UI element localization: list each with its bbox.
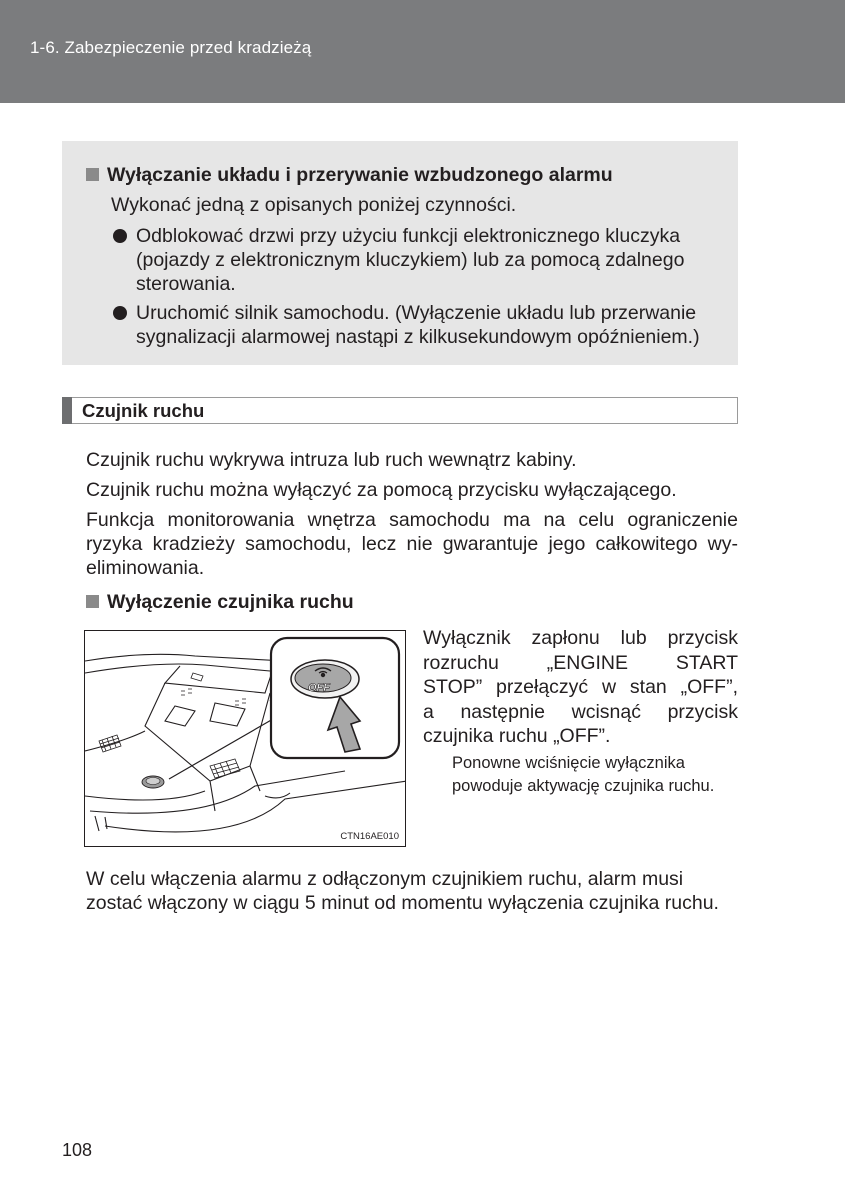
- instruction-note: [452, 752, 742, 798]
- round-bullet-icon: [113, 229, 127, 243]
- instruction-line: a następnie wcisnąć przycisk: [423, 700, 738, 723]
- paragraph: Czujnik ruchu wykrywa intruza lub ruch wewnątrz kabiny.: [86, 449, 577, 471]
- instruction-line: rozruchu „ENGINE START: [423, 651, 738, 674]
- page-number: 108: [62, 1140, 93, 1160]
- bullet-item: [111, 224, 721, 296]
- round-bullet-icon: [113, 306, 127, 320]
- paragraph-line: W celu włączenia alarmu z odłączonym czujnikiem ruchu, alarm musi: [86, 868, 684, 890]
- box-title: Wyłączanie układu i przerywanie wzbudzonego alarmu: [86, 164, 613, 187]
- section-heading-bar: [62, 397, 738, 424]
- closing-paragraph: [86, 867, 738, 915]
- paragraph-line: zostać włączony w ciągu 5 minut od momentu wyłączenia czujnika ruchu.: [86, 892, 719, 914]
- bullet-item: [111, 301, 721, 349]
- bullet-line: Uruchomić silnik samochodu. (Wyłączenie układu lub przerwanie: [136, 302, 697, 324]
- note-line: Ponowne wciśnięcie wyłącznika: [452, 754, 685, 772]
- box-lead-text: Wykonać jedną z opisanych poniżej czynności.: [111, 194, 517, 216]
- subsection-title: Wyłączenie czujnika ruchu: [86, 591, 354, 614]
- paragraph-line: ryzyka kradzieży samochodu, lecz nie gwarantuje jego całkowitego wy-: [86, 533, 738, 555]
- bullet-line: (pojazdy z elektronicznym kluczykiem) lub za pomocą zdalnego: [136, 249, 685, 271]
- section-title: Czujnik ruchu: [82, 400, 205, 421]
- section-breadcrumb: 1-6. Zabezpieczenie przed kradzieżą: [30, 38, 312, 57]
- instruction-line: STOP” przełączyć w stan „OFF”,: [423, 676, 738, 698]
- bullet-line: Odblokować drzwi przy użyciu funkcji elektronicznego kluczyka: [136, 225, 681, 247]
- bullet-line: sygnalizacji alarmowej nastąpi z kilkusekundowym opóźnieniem.): [136, 326, 700, 348]
- overhead-console-figure: [84, 630, 406, 847]
- instruction-text: [423, 626, 738, 749]
- paragraph: [86, 508, 738, 580]
- bullet-line: sterowania.: [136, 273, 236, 295]
- figure-code: CTN16AE010: [340, 831, 399, 842]
- instruction-line: Wyłącznik zapłonu lub przycisk: [423, 627, 738, 649]
- note-line: powoduje aktywację czujnika ruchu.: [452, 777, 715, 795]
- off-button-label: OFF: [308, 682, 330, 694]
- instruction-line: czujnika ruchu „OFF”.: [423, 725, 611, 747]
- square-bullet-icon: [86, 168, 99, 181]
- page-header: [0, 0, 845, 103]
- paragraph-line: Funkcja monitorowania wnętrza samochodu ma na celu ograniczenie: [86, 509, 738, 531]
- paragraph: Czujnik ruchu można wyłączyć za pomocą przycisku wyłączającego.: [86, 479, 677, 501]
- zoom-callout: [271, 638, 399, 758]
- section-accent: [62, 397, 72, 424]
- paragraph-line: eliminowania.: [86, 557, 205, 579]
- overhead-console-illustration: [85, 631, 406, 847]
- square-bullet-icon: [86, 595, 99, 608]
